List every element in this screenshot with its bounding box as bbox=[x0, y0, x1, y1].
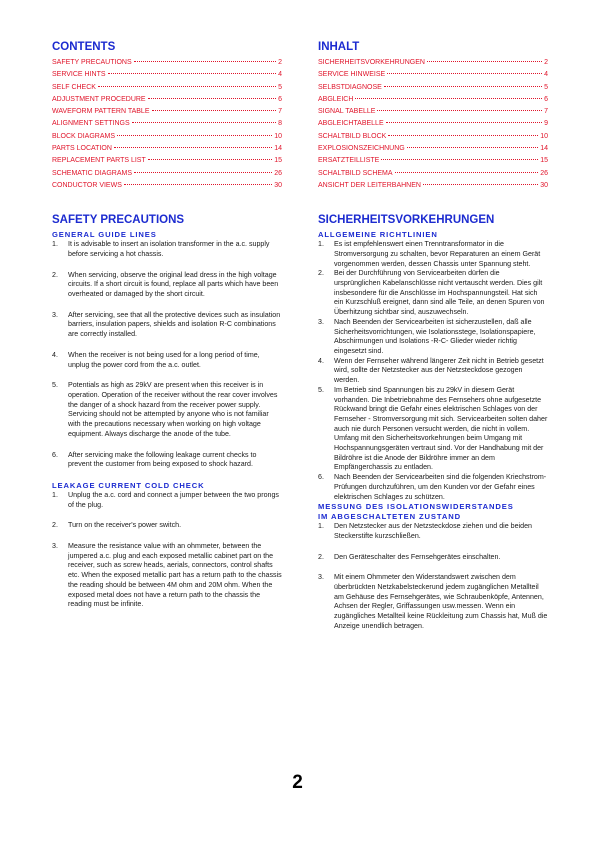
toc-entry[interactable]: ALIGNMENT SETTINGS 8 bbox=[52, 120, 282, 128]
toc-entry[interactable]: SELF CHECK 5 bbox=[52, 83, 282, 91]
toc-entry[interactable]: SELBSTDIAGNOSE 5 bbox=[318, 83, 548, 91]
toc-entry[interactable]: WAVEFORM PATTERN TABLE 7 bbox=[52, 108, 282, 116]
list-item: 5. Im Betrieb sind Spannungen bis zu 29kV in diesem Gerät vorhanden. Die Inbetriebnahme des Fernsehers ohne aufgesetzte Rückwand bringt die Gefahr eines elektrischen Schlages von der Fernseher - Stromversorgung mit sich. Servicearbeiten solten daher auch nie durch Personen versucht werden, die nicht in vollem. Umfang mit den Sicherheitsvorkehrungen beim Umgang mit Hochspannungsgeräten vertraut sind. Vor der Handhabung mit der Bildröhre ist die Anode der Bildröhre immer an dem Empfängerchassis zu entladen. bbox=[318, 385, 548, 472]
sicherheit-title: SICHERHEITSVORKEHRUNGEN bbox=[318, 214, 495, 227]
toc-entry[interactable]: BLOCK DIAGRAMS 10 bbox=[52, 132, 282, 140]
inhalt-title: INHALT bbox=[318, 41, 360, 53]
allgemeine-richtlinien-heading: ALLGEMEINE RICHTLINIEN bbox=[318, 230, 438, 240]
safety-title: SAFETY PRECAUTIONS bbox=[52, 214, 185, 227]
allgemeine-richtlinien-list bbox=[318, 240, 548, 502]
list-item: 6. Nach Beenden der Servicearbeiten sind die folgenden Kriechstrom-Prüfungen durchzuführen, um den Kunden vor der Gefahr eines elektrischen Schlages zu schützen. bbox=[318, 473, 547, 501]
list-item: 2. Turn on the receiver's power switch. bbox=[52, 521, 182, 530]
list-item: 4. Wenn der Fernseher während längerer Zeit nicht in Betrieb gesetzt wird, sollte der Netzstecker aus der Netzsteckdose gezogen werden. bbox=[318, 356, 544, 385]
toc-entry[interactable]: ABGLEICHTABELLE 9 bbox=[318, 120, 548, 128]
toc-entry[interactable]: SCHALTBILD BLOCK 10 bbox=[318, 132, 548, 140]
contents-list bbox=[52, 57, 282, 192]
toc-entry[interactable]: EXPLOSIONSZEICHNUNG 14 bbox=[318, 145, 548, 153]
inhalt-list bbox=[318, 57, 548, 192]
list-item: 3. Measure the resistance value with an ohmmeter, between the jumpered a.c. plug and each exposed metallic cabinet part on the receiver, such as screw heads, aerials, connectors, control shafts etc. When the exposed metallic part has a return path to the chassis the reading should be between 4M ohm and 20M ohm. When the exposed metal does not have a return path to the chassis the reading must be infinite. bbox=[52, 542, 282, 609]
list-item: 2. Den Geräteschalter des Fernsehgerätes einschalten. bbox=[318, 552, 501, 561]
list-item: 1. Den Netzstecker aus der Netzsteckdose ziehen und die beiden Steckerstifte kurzschließen. bbox=[318, 522, 532, 540]
contents-title: CONTENTS bbox=[52, 41, 116, 53]
list-item: 2. When servicing, observe the original lead dress in the high voltage circuits. If a short circuit is found, replace all parts which have been overheated or damaged by the short circuit. bbox=[52, 270, 279, 299]
toc-entry[interactable]: ERSATZTEILLISTE 15 bbox=[318, 157, 548, 165]
english-column bbox=[52, 40, 282, 610]
toc-entry[interactable]: ADJUSTMENT PROCEDURE 6 bbox=[52, 95, 282, 103]
list-item: 6. After servicing make the following leakage current checks to prevent the customer from being exposed to shock hazard. bbox=[52, 450, 257, 469]
list-item: 3. Mit einem Ohmmeter den Widerstandswert zwischen dem überbrückten Netzkabelsteckerund jedem zugänglichen Metallteil am Gehäuse des Fernsehgerätes, wie Schraubenköpfe, Antennen, Achsen der Regler, Griffassungen usw.messen. Wenn ein zugängliches Metallteil keine Rückleitung zum Chassis hat, Muß die Anzeige unendlich betragen. bbox=[318, 573, 548, 630]
toc-entry[interactable]: ANSICHT DER LEITERBAHNEN 30 bbox=[318, 181, 548, 189]
leakage-check-list bbox=[52, 491, 282, 610]
toc-entry[interactable]: ABGLEICH 6 bbox=[318, 95, 548, 103]
german-column bbox=[318, 40, 548, 632]
list-item: 5. Potentials as high as 29kV are present when this receiver is in operation. Operation of the receiver without the rear cover involves the danger of a shock hazard from the receiver power supply. Servicing should not be attempted by anyone who is not familiar with the precautions necessary when working on high voltage equipment. Always discharge the anode of the tube. bbox=[52, 381, 278, 438]
toc-entry[interactable]: SCHEMATIC DIAGRAMS 26 bbox=[52, 169, 282, 177]
toc-entry[interactable]: SCHALTBILD SCHEMA 26 bbox=[318, 169, 548, 177]
general-guidelines-list bbox=[52, 240, 282, 470]
list-item: 4. When the receiver is not being used for a long period of time, unplug the power cord from the a.c. outlet. bbox=[52, 350, 260, 369]
isolationswiderstand-heading: MESSUNG DES ISOLATIONSWIDERSTANDES bbox=[318, 502, 514, 512]
list-item: 1. Unplug the a.c. cord and connect a jumper between the two prongs of the plug. bbox=[52, 490, 279, 509]
isolationswiderstand-list bbox=[318, 522, 548, 631]
toc-entry[interactable]: SERVICE HINTS 4 bbox=[52, 71, 282, 79]
toc-entry[interactable]: SICHERHEITSVORKEHRUNGEN 2 bbox=[318, 59, 548, 66]
list-item: 3. After servicing, see that all the protective devices such as insulation barriers, insulation papers, shields and isolation R-C combinations are correctly installed. bbox=[52, 310, 281, 339]
isolationswiderstand-subheading: IM ABGESCHALTETEN ZUSTAND bbox=[318, 512, 462, 522]
toc-entry[interactable]: PARTS LOCATION 14 bbox=[52, 145, 282, 153]
list-item: 3. Nach Beenden der Servicearbeiten ist sicherzustellen, daß alle Sicherheitsvorrichtungen, wie Isolationsstege, Isolationspapiere, Abschirmungen und Isolations -R-C- Glieder wieder richtig eingesetzt sind. bbox=[318, 317, 536, 355]
leakage-check-heading: LEAKAGE CURRENT COLD CHECK bbox=[52, 480, 205, 490]
general-guidelines-heading: GENERAL GUIDE LINES bbox=[52, 230, 157, 240]
toc-entry[interactable]: SERVICE HINWEISE 4 bbox=[318, 71, 548, 79]
list-item: 1. It is advisable to insert an isolation transformer in the a.c. supply before servicing a hot chassis. bbox=[52, 240, 270, 258]
list-item: 2. Bei der Durchführung von Servicearbeiten dürfen die ursprünglichen Kabelanschlüsse nicht vertauscht werden. Dies gilt insbesondere für die Anschlüsse im Hochspannungsteil. Hat sich ein Kurzschluß ereignet, dann sind alle Teile, an denen Spuren von Überhitzung sichtbar sind, auszuwechseln. bbox=[318, 269, 545, 317]
toc-entry[interactable]: SAFETY PRECAUTIONS 2 bbox=[52, 59, 282, 66]
toc-entry[interactable]: SIGNAL TABELLE 7 bbox=[318, 108, 548, 116]
page-number: 2 bbox=[292, 772, 303, 793]
toc-entry[interactable]: CONDUCTOR VIEWS 30 bbox=[52, 181, 282, 189]
list-item: 1. Es ist empfehlenswert einen Trenntransformator in die Stromversorgung zu schalten, bevor Reparaturen an einem Gerät vorgenommen werden, dessen Chassis unter Spannung steht. bbox=[318, 240, 541, 268]
toc-entry[interactable]: REPLACEMENT PARTS LIST 15 bbox=[52, 157, 282, 165]
